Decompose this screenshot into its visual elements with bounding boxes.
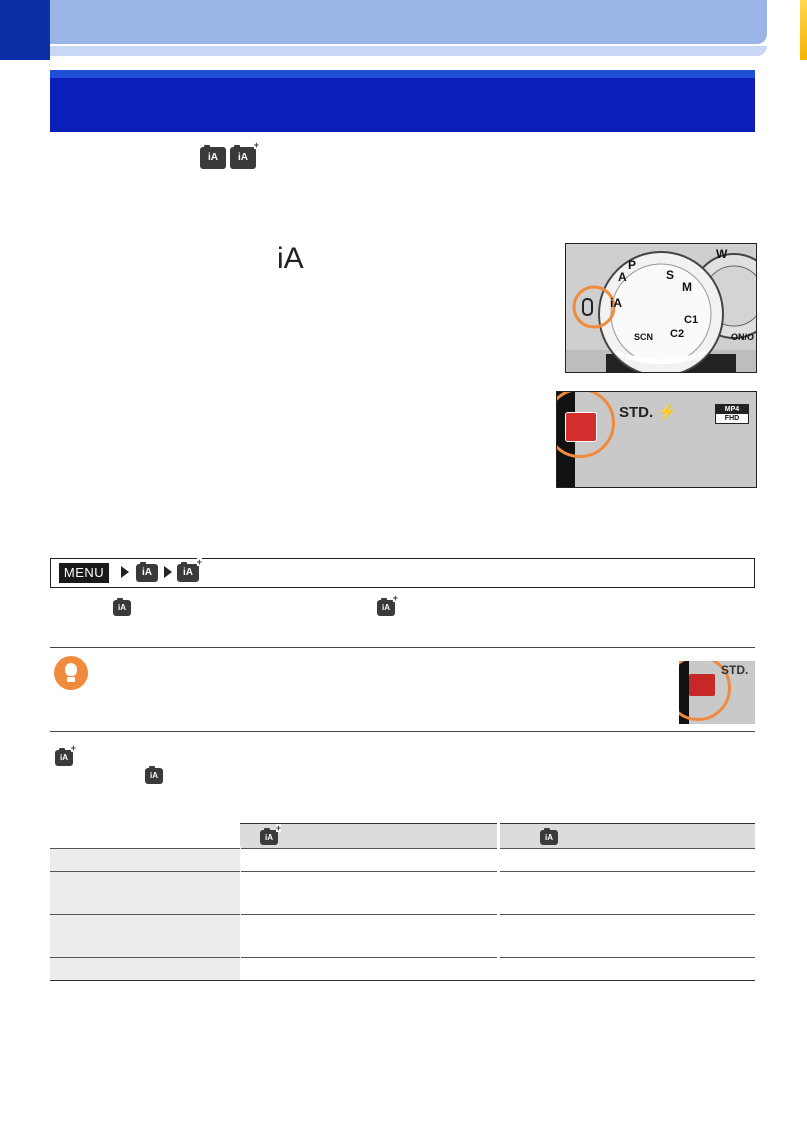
arrow-right-icon: [164, 566, 172, 578]
ia-icon: iA: [136, 564, 158, 582]
ia-plus-icon: iA +: [260, 830, 278, 845]
ia-plus-icon: iA +: [230, 147, 256, 169]
mode-dial-illustration: [565, 243, 757, 373]
table-cell: [500, 958, 755, 981]
ia-icon: iA: [113, 600, 131, 616]
table-row-header: [50, 958, 240, 981]
dial-c1-label: C1: [684, 314, 699, 326]
table-cell: [500, 872, 755, 915]
ia-plus-icon: iA +: [55, 750, 73, 766]
dial-c2-label: C2: [670, 328, 685, 340]
screen-illustration: [556, 391, 757, 488]
menu-button: MENU: [59, 563, 109, 583]
dial-w-label: W: [716, 247, 728, 261]
table-row: [50, 872, 755, 915]
video-format-badge: [715, 404, 749, 424]
ia-plus-icon: iA +: [177, 564, 199, 582]
comparison-table: [50, 823, 755, 981]
table-row: [50, 958, 755, 981]
tip-divider-top: [50, 647, 755, 648]
lightbulb-icon: [54, 656, 88, 690]
table-row: [50, 849, 755, 872]
column-header-ia: [500, 824, 755, 849]
table-column-gap: [497, 823, 500, 980]
ia-plus-icon: iA +: [377, 600, 395, 616]
page-number-tab: [0, 0, 50, 60]
dial-scn-label: SCN: [634, 332, 654, 342]
mode-dial-graphic: [566, 244, 756, 372]
dial-a-label: A: [618, 270, 627, 284]
chapter-band: [50, 0, 767, 44]
ia-icon: iA: [540, 830, 558, 845]
dial-mode-label: iA: [277, 242, 304, 275]
page-edge-marker: [800, 0, 807, 60]
power-label: ON/O: [731, 332, 755, 342]
fhd-label: FHD: [724, 415, 740, 422]
dial-m-label: M: [682, 280, 692, 294]
dial-p-label: P: [628, 258, 637, 272]
table-row-header: [50, 849, 240, 872]
dial-ia-label: iA: [610, 296, 622, 310]
highlight-circle: [556, 391, 615, 458]
ia-icon: iA: [200, 147, 226, 169]
menu-path-bar: [50, 558, 755, 588]
tip-std-label: STD.: [721, 663, 749, 677]
arrow-right-icon: [121, 566, 129, 578]
table-cell: [240, 872, 500, 915]
table-row-header: [50, 915, 240, 958]
table-cell: [500, 915, 755, 958]
table-column-gap: [240, 847, 241, 980]
tip-divider-bottom: [50, 731, 755, 732]
ia-icon: iA: [145, 768, 163, 784]
std-label: STD.: [619, 404, 654, 421]
table-header-row: [50, 824, 755, 849]
section-title-bar: [50, 70, 755, 132]
table-row-header: [50, 872, 240, 915]
table-cell: [240, 849, 500, 872]
table-cell: [500, 849, 755, 872]
dial-s-label: S: [666, 268, 675, 282]
table-cell: [240, 958, 500, 981]
table-row: [50, 915, 755, 958]
table-cell: [240, 915, 500, 958]
mp4-label: MP4: [716, 405, 748, 414]
column-header-ia-plus: [240, 824, 500, 849]
flash-icon: ⚡: [657, 404, 677, 421]
tip-screen-illustration: [679, 661, 755, 724]
table-corner-cell: [50, 824, 240, 849]
chapter-band-underline: [50, 46, 767, 56]
